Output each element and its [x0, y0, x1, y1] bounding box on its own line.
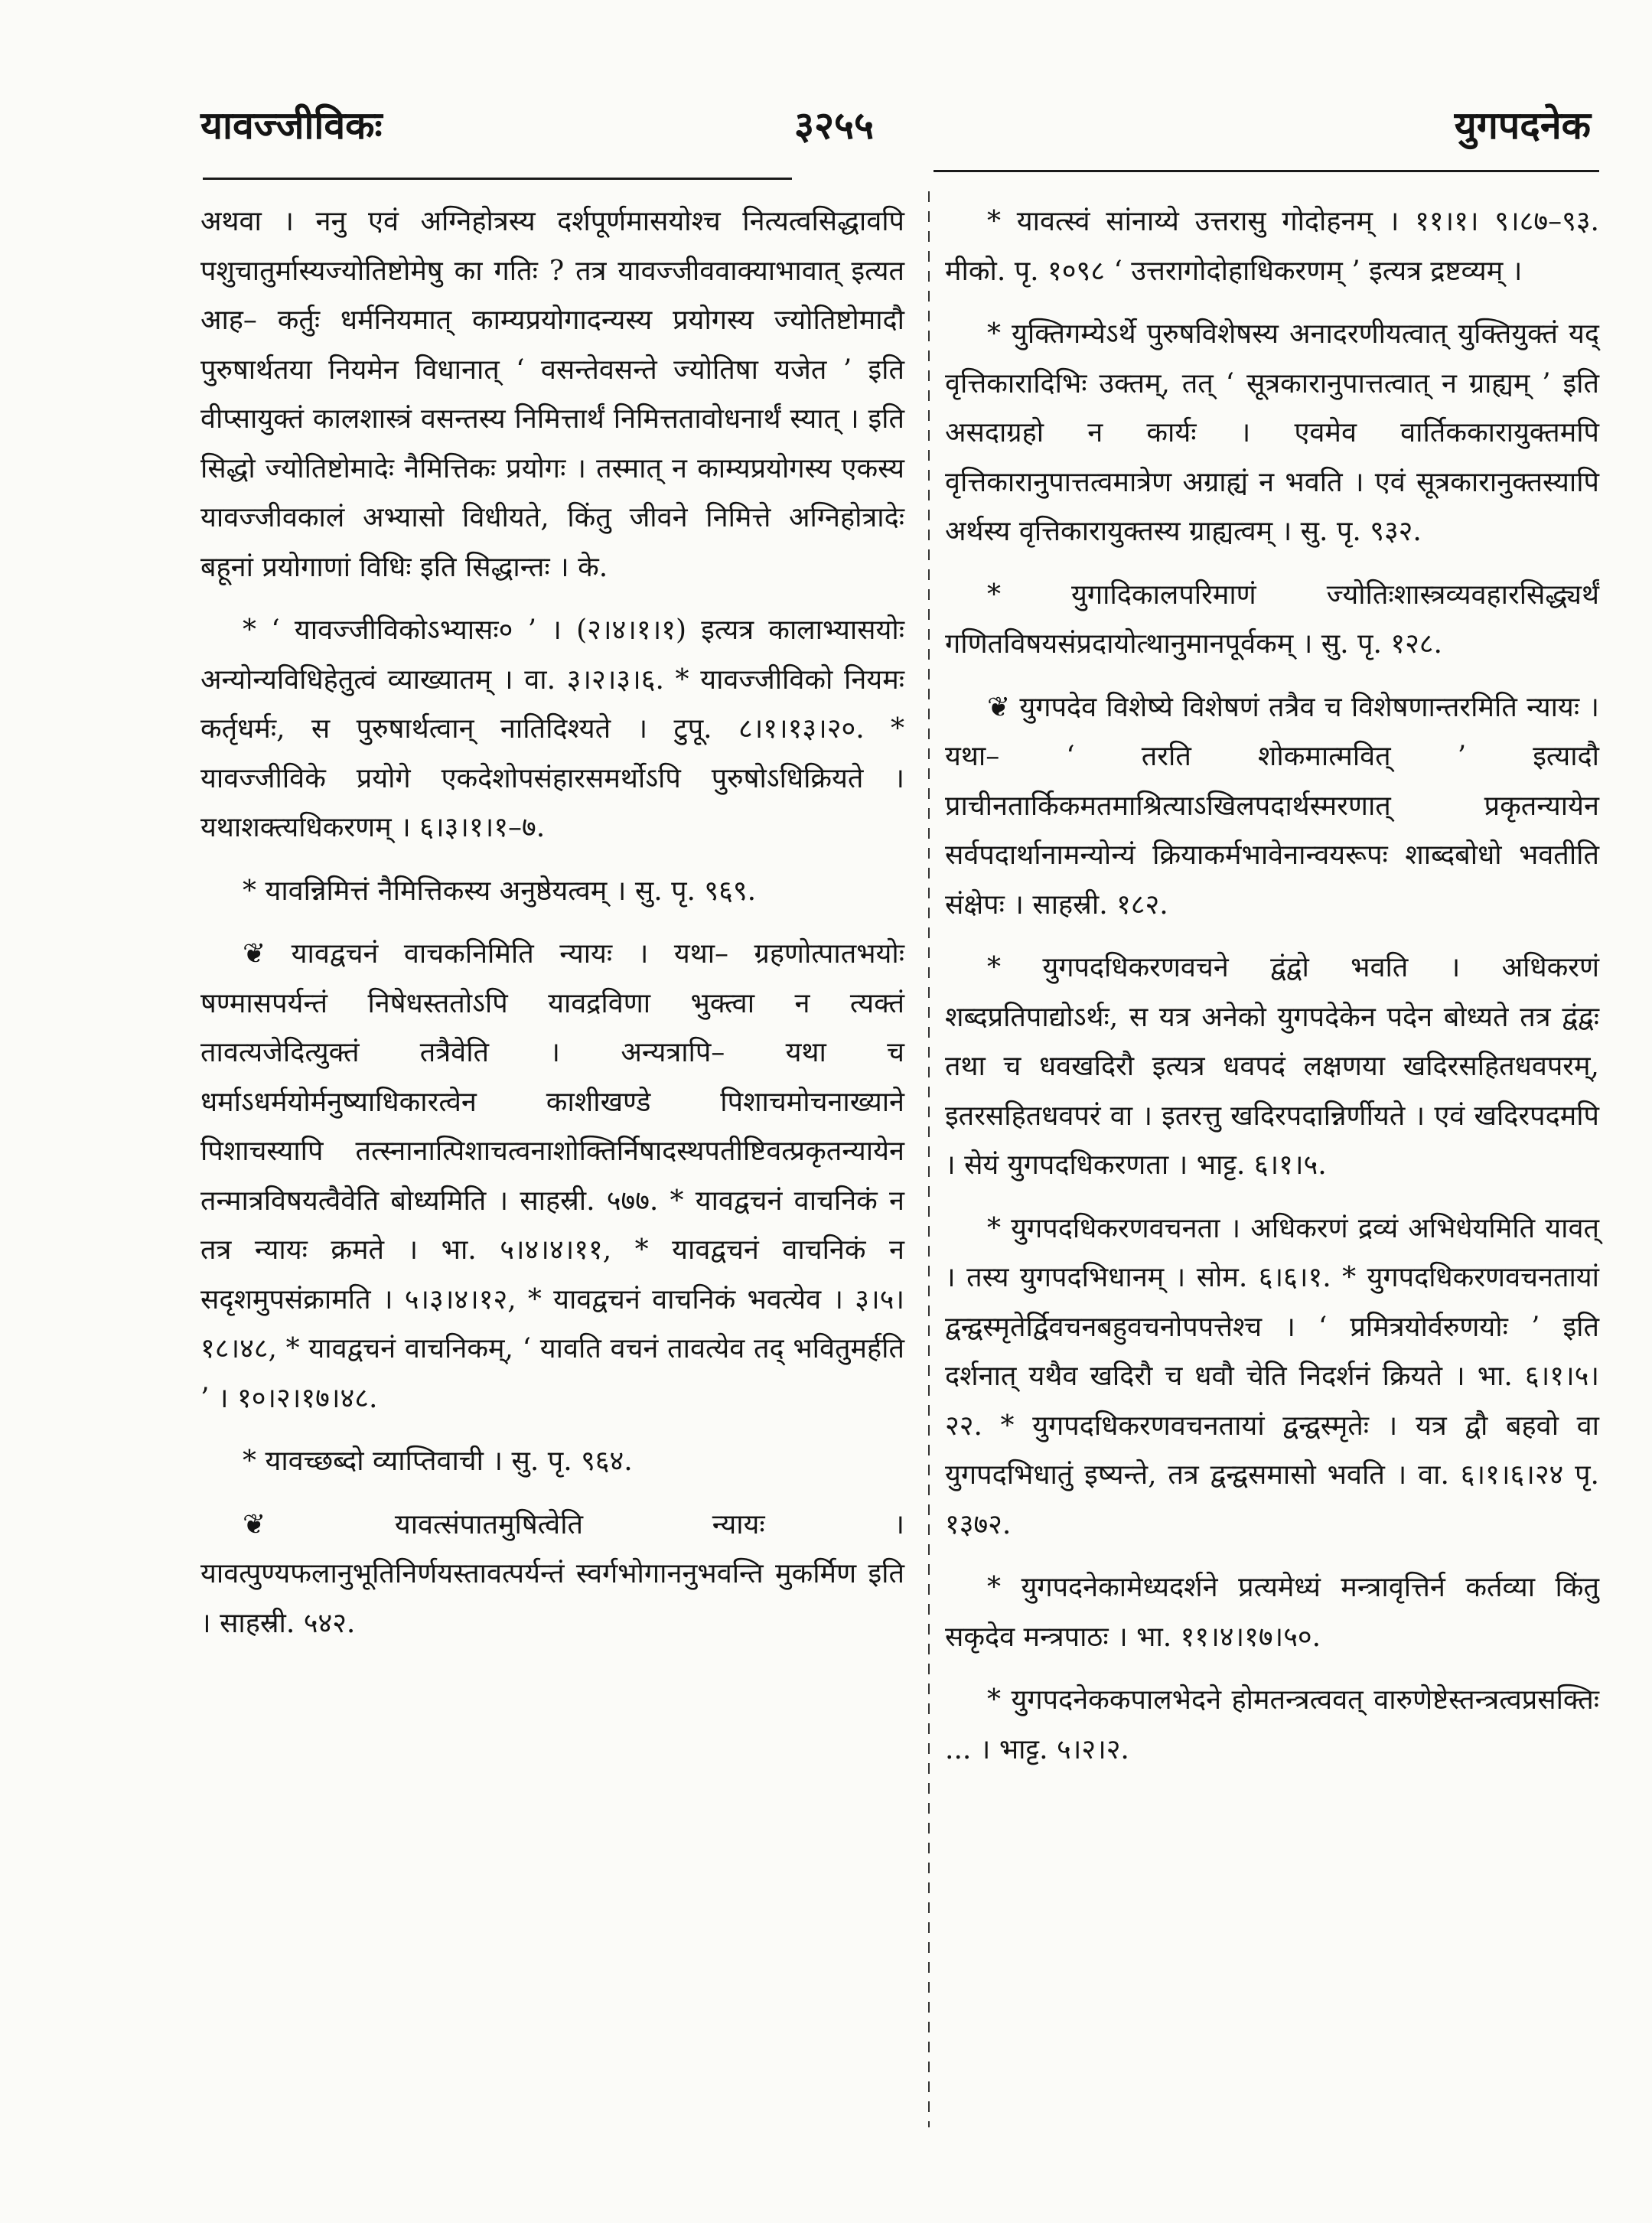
header-left-word: यावज्जीविकः	[200, 103, 383, 148]
right-paragraph-3: * युगादिकालपरिमाणं ज्योतिःशास्त्रव्यवहारसिद्ध्यर्थं गणितविषयसंप्रदायोत्थानुमानपूर्वकम् । सु. पृ. १२८.	[945, 579, 1599, 660]
right-paragraph-2: * युक्तिगम्येऽर्थे पुरुषविशेषस्य अनादरणीयत्वात् युक्तियुक्तं यद् वृत्तिकारादिभिः उक्तम्, तत् ‘ सूत्रकारानुपात्तत्वात् न ग्राह्यम् ’ इति असदाग्रहो न कार्यः । एवमेव वार्तिककारायुक्तमपि वृत्तिकारानुपात्तत्वमात्रेण अग्राह्यं न भवति । एवं सूत्रकारानुक्तस्यापि अर्थस्य वृत्तिकारायुक्तस्य ग्राह्यत्वम् । सु. पृ. ९३२.	[945, 318, 1599, 547]
left-paragraph-1: अथवा । ननु एवं अग्निहोत्रस्य दर्शपूर्णमासयोश्च नित्यत्वसिद्धावपि पशुचातुर्मास्यज्योतिष्टोमेषु का गतिः ? तत्र यावज्जीववाक्याभावात् इत्यत आह– कर्तुः धर्मनियमात् काम्यप्रयोगादन्यस्य प्रयोगस्य ज्योतिष्टोमादौ पुरुषार्थतया नियमेन विधानात् ‘ वसन्तेवसन्ते ज्योतिषा यजेत ’ इति वीप्सायुक्तं कालशास्त्रं वसन्तस्य निमित्तार्थं निमित्ततावोधनार्थं स्यात् । इति सिद्धो ज्योतिष्टोमादेः नैमित्तिकः प्रयोगः । तस्मात् न काम्यप्रयोगस्य एकस्य यावज्जीवकालं अभ्यासो विधीयते, किंतु जीवने निमित्ते अग्निहोत्रादेः बहूनां प्रयोगाणां विधिः इति सिद्धान्तः । के.	[200, 206, 904, 583]
left-paragraph-6: ❦ यावत्संपातमुषित्वेति न्यायः । यावत्पुण्यफलानुभूतिनिर्णयस्तावत्पर्यन्तं स्वर्गभोगाननुभवन्ति मुकर्मिण इति । साहस्री. ५४२.	[200, 1508, 904, 1639]
right-paragraph-1: * यावत्स्वं सांनाय्ये उत्तरासु गोदोहनम् । ११।१। ९।८७–९३. मीको. पृ. १०९८ ‘ उत्तरागोदोहाधिकरणम् ’ इत्यत्र द्रष्टव्यम् ।	[945, 206, 1599, 287]
header-right-word: युगपदनेक	[1454, 103, 1591, 148]
right-paragraph-8: * युगपदनेककपालभेदने होमतन्त्रत्ववत् वारुणेष्टेस्तन्त्रत्वप्रसक्तिः ... । भाट्ट. ५।२।२.	[945, 1684, 1599, 1765]
right-paragraph-4: ❦ युगपदेव विशेष्ये विशेषणं तत्रैव च विशेषणान्तरमिति न्यायः । यथा– ‘ तरति शोकमात्मवित् ’ इत्यादौ प्राचीनतार्किकमतमाश्रित्याऽखिलपदार्थस्मरणात् प्रकृतन्यायेन सर्वपदार्थानामन्योन्यं क्रियाकर्मभावेनान्वयरूपः शाब्दबोधो भवतीति संक्षेपः । साहस्री. १८२.	[945, 691, 1599, 921]
page-number: ३२५५	[794, 103, 874, 148]
left-paragraph-3: * यावन्निमित्तं नैमित्तिकस्य अनुष्ठेयत्वम् । सु. पृ. ९६९.	[243, 875, 757, 907]
right-paragraph-5: * युगपदधिकरणवचने द्वंद्वो भवति । अधिकरणं शब्दप्रतिपाद्योऽर्थः, स यत्र अनेको युगपदेकेन पदेन बोध्यते तत्र द्वंद्वः तथा च धवखदिरौ इत्यत्र धवपदं लक्षणया खदिरसहितधवपरम्, इतरसहितधवपरं वा । इतरत्तु खदिरपदान्निर्णीयते । एवं खदिरपदमपि । सेयं युगपदधिकरणता । भाट्ट. ६।१।५.	[945, 952, 1599, 1181]
right-paragraph-6: * युगपदधिकरणवचनता । अधिकरणं द्रव्यं अभिधेयमिति यावत् । तस्य युगपदभिधानम् । सोम. ६।६।१. * युगपदधिकरणवचनतायां द्वन्द्वस्मृतेर्द्विवचनबहुवचनोपपत्तेश्च । ‘ प्रमित्रयोर्वरुणयोः ’ इति दर्शनात् यथैव खदिरौ च धवौ चेति निदर्शनं क्रियते । भा. ६।१।५।२२. * युगपदधिकरणवचनतायां द्वन्द्वस्मृतेः । यत्र द्वौ बहवो वा युगपदभिधातुं इष्यन्ते, तत्र द्वन्द्वसमासो भवति । वा. ६।१।६।२४ पृ. १३७२.	[945, 1212, 1599, 1540]
right-column	[945, 197, 1599, 1788]
header-rule-right	[934, 170, 1599, 172]
left-paragraph-2: * ‘ यावज्जीविकोऽभ्यासः० ’ । (२।४।१।१) इत्यत्र कालाभ्यासयोः अन्योन्यविधिहेतुत्वं व्याख्यातम् । वा. ३।२।३।६. * यावज्जीविको नियमः कर्तृधर्मः, स पुरुषार्थत्वान् नातिदिश्यते । टुपू. ८।१।१३।२०. * यावज्जीविके प्रयोगे एकदेशोपसंहारसमर्थोऽपि पुरुषोऽधिक्रियते । यथाशक्त्यधिकरणम् । ६।३।१।१–७.	[200, 614, 904, 843]
column-divider	[928, 191, 930, 2127]
page-header	[0, 0, 1652, 199]
right-paragraph-7: * युगपदनेकामेध्यदर्शने प्रत्यमेध्यं मन्त्रावृत्तिर्न कर्तव्या किंतु सकृदेव मन्त्रपाठः । भा. ११।४।१७।५०.	[945, 1572, 1599, 1653]
left-paragraph-4: ❦ यावद्वचनं वाचकनिमिति न्यायः । यथा– ग्रहणोत्पातभयोः षण्मासपर्यन्तं निषेधस्ततोऽपि यावद्रविणा भुक्त्वा न त्यक्तं तावत्यजेदित्युक्तं तत्रैवेति । अन्यत्रापि– यथा च धर्माऽधर्मयोर्मनुष्याधिकारत्वेन काशीखण्डे पिशाचमोचनाख्याने पिशाचस्यापि तत्स्नानात्पिशाचत्वनाशोक्तिर्निषादस्थपतीष्टिवत्प्रकृतन्यायेन तन्मात्रविषयत्वैवेति बोध्यमिति । साहस्री. ५७७. * यावद्वचनं वाचनिकं न तत्र न्यायः क्रमते । भा. ५।४।४।११, * यावद्वचनं वाचनिकं न सदृशमुपसंक्रामति । ५।३।४।१२, * यावद्वचनं वाचनिकं भवत्येव । ३।५।१८।४८, * यावद्वचनं वाचनिकम्, ‘ यावति वचनं तावत्येव तद् भवितुमर्हति ’ । १०।२।१७।४८.	[200, 938, 904, 1414]
header-rule-left	[203, 178, 792, 180]
left-paragraph-5: * यावच्छब्दो व्याप्तिवाची । सु. पृ. ९६४.	[243, 1446, 633, 1477]
left-column	[200, 197, 904, 1662]
